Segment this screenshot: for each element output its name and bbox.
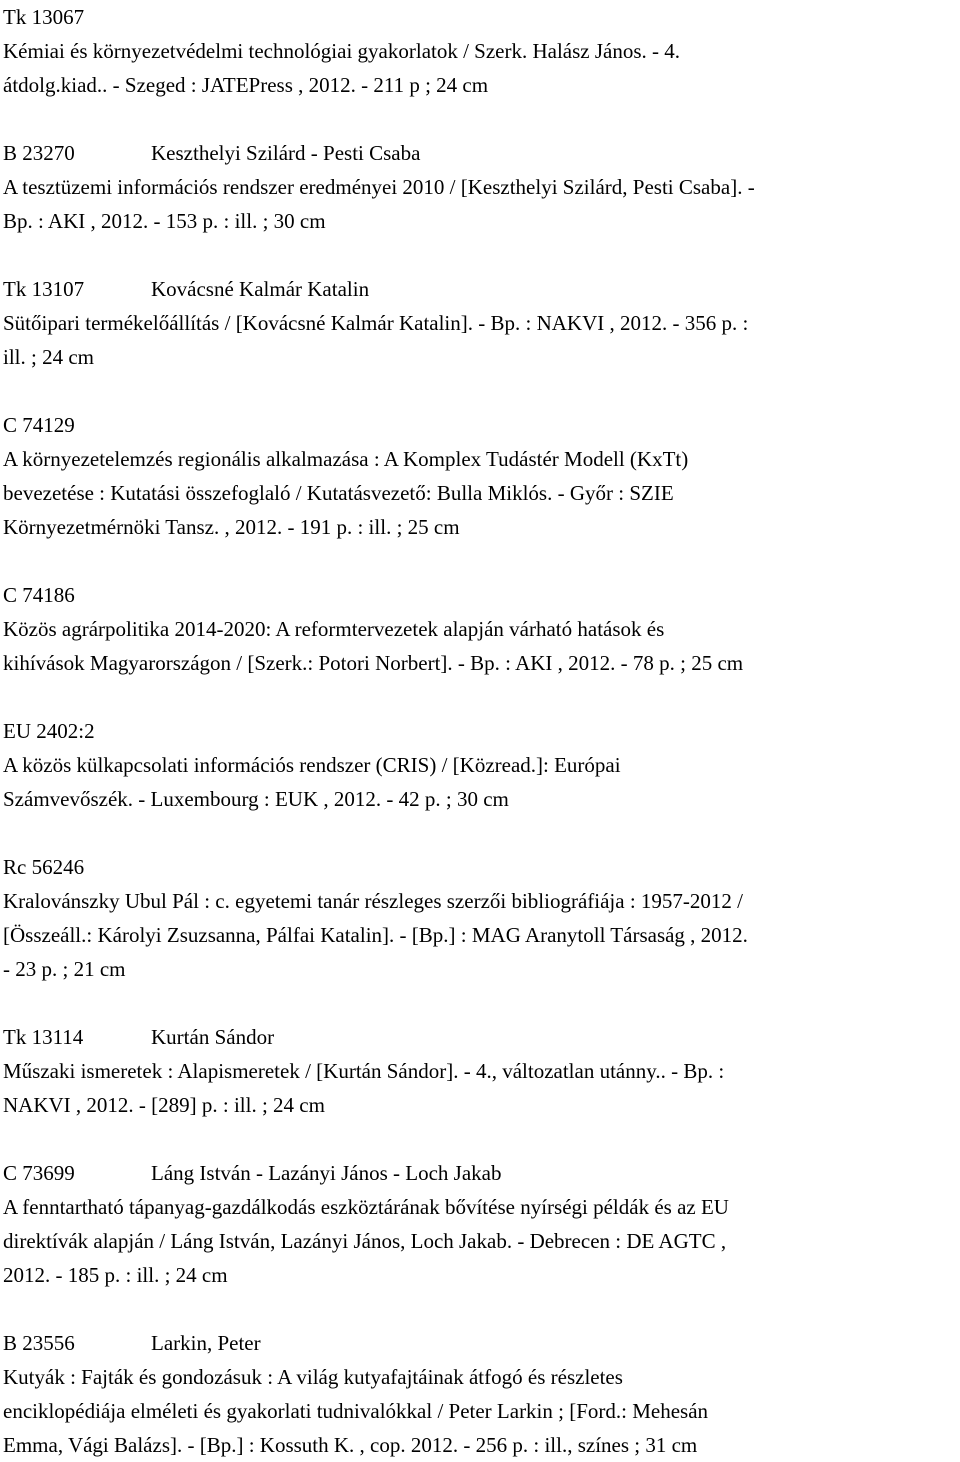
entry-line: ill. ; 24 cm: [3, 345, 94, 369]
shelf-mark: C 73699: [3, 1161, 75, 1185]
entry-line: Számvevőszék. - Luxembourg : EUK , 2012. - 42 p. ; 30 cm: [3, 787, 509, 811]
entry-separator: [3, 238, 953, 272]
entry-line: A környezetelemzés regionális alkalmazása : A Komplex Tudástér Modell (KxTt): [3, 447, 689, 471]
entry-author: Larkin, Peter: [151, 1331, 261, 1355]
entry-separator: [3, 374, 953, 408]
entry-heading: [3, 578, 953, 612]
shelf-mark: C 74129: [3, 413, 75, 437]
entry-separator: [3, 102, 953, 136]
entry-line: A közös külkapcsolati információs rendszer (CRIS) / [Közread.]: Európai: [3, 753, 621, 777]
entry-heading: [3, 408, 953, 442]
shelf-mark: Rc 56246: [3, 855, 85, 879]
entry-line: Műszaki ismeretek : Alapismeretek / [Kurtán Sándor]. - 4., változatlan utánny.. - Bp. :: [3, 1059, 725, 1083]
shelf-mark: Tk 13114: [3, 1025, 84, 1049]
entry-line: Kutyák : Fajták és gondozásuk : A világ kutyafajtáinak átfogó és részletes: [3, 1365, 623, 1389]
bibliography-entry: [3, 408, 953, 578]
shelf-mark: Tk 13107: [3, 277, 85, 301]
entry-separator: [3, 986, 953, 1020]
bibliography-entry: [3, 136, 953, 272]
entry-line: Emma, Vági Balázs]. - [Bp.] : Kossuth K. , cop. 2012. - 256 p. : ill., színes ; 31 cm: [3, 1433, 698, 1457]
entry-line: - 23 p. ; 21 cm: [3, 957, 126, 981]
bibliography-entry: [3, 1020, 953, 1156]
entry-author: Kovácsné Kalmár Katalin: [151, 277, 370, 301]
entry-line: A tesztüzemi információs rendszer eredményei 2010 / [Keszthelyi Szilárd, Pesti Csaba]. -: [3, 175, 755, 199]
entry-heading: [3, 272, 953, 306]
entry-separator: [3, 1122, 953, 1156]
shelf-mark: C 74186: [3, 583, 75, 607]
entry-line: átdolg.kiad.. - Szeged : JATEPress , 2012. - 211 p ; 24 cm: [3, 73, 489, 97]
entry-line: NAKVI , 2012. - [289] p. : ill. ; 24 cm: [3, 1093, 325, 1117]
bibliography-entry: [3, 1156, 953, 1326]
entry-author: Keszthelyi Szilárd - Pesti Csaba: [151, 141, 421, 165]
entry-heading: [3, 714, 953, 748]
entry-heading: [3, 1156, 953, 1190]
entry-heading: [3, 850, 953, 884]
entry-line: enciklopédiája elméleti és gyakorlati tudnivalókkal / Peter Larkin ; [Ford.: Mehesán: [3, 1399, 709, 1423]
entry-line: Kralovánszky Ubul Pál : c. egyetemi tanár részleges szerzői bibliográfiája : 1957-2012 /: [3, 889, 744, 913]
entry-separator: [3, 680, 953, 714]
entry-separator: [3, 544, 953, 578]
entry-line: Közös agrárpolitika 2014-2020: A reformtervezetek alapján várható hatások és: [3, 617, 665, 641]
shelf-mark: B 23556: [3, 1331, 75, 1355]
entry-separator: [3, 816, 953, 850]
entry-line: 2012. - 185 p. : ill. ; 24 cm: [3, 1263, 228, 1287]
entry-heading: [3, 1326, 953, 1360]
bibliography-entry: [3, 578, 953, 714]
entry-separator: [3, 1292, 953, 1326]
entry-line: A fenntartható tápanyag-gazdálkodás eszköztárának bővítése nyírségi példák és az EU: [3, 1195, 729, 1219]
shelf-mark: EU 2402:2: [3, 719, 95, 743]
entry-line: Bp. : AKI , 2012. - 153 p. : ill. ; 30 cm: [3, 209, 326, 233]
entry-heading: [3, 0, 953, 34]
bibliography-entry: [3, 850, 953, 1020]
entry-line: Sütőipari termékelőállítás / [Kovácsné Kalmár Katalin]. - Bp. : NAKVI , 2012. - 356 p. :: [3, 311, 749, 335]
entry-author: Láng István - Lazányi János - Loch Jakab: [151, 1161, 502, 1185]
entry-heading: [3, 136, 953, 170]
entry-line: Környezetmérnöki Tansz. , 2012. - 191 p. : ill. ; 25 cm: [3, 515, 460, 539]
shelf-mark: Tk 13067: [3, 5, 85, 29]
entry-author: Kurtán Sándor: [151, 1025, 275, 1049]
entry-line: Kémiai és környezetvédelmi technológiai gyakorlatok / Szerk. Halász János. - 4.: [3, 39, 681, 63]
bibliography-entry: [3, 714, 953, 850]
entry-heading: [3, 1020, 953, 1054]
entry-line: direktívák alapján / Láng István, Lazányi János, Loch Jakab. - Debrecen : DE AGTC ,: [3, 1229, 727, 1253]
bibliography-entry: [3, 0, 953, 136]
entry-line: kihívások Magyarországon / [Szerk.: Potori Norbert]. - Bp. : AKI , 2012. - 78 p. ; 25 cm: [3, 651, 744, 675]
bibliography-entry: [3, 272, 953, 408]
entry-line: [Összeáll.: Károlyi Zsuzsanna, Pálfai Katalin]. - [Bp.] : MAG Aranytoll Társaság , 2012.: [3, 923, 748, 947]
shelf-mark: B 23270: [3, 141, 75, 165]
bibliography-entry: [3, 1326, 953, 1462]
bibliography-page: [3, 0, 953, 1462]
entry-line: bevezetése : Kutatási összefoglaló / Kutatásvezető: Bulla Miklós. - Győr : SZIE: [3, 481, 674, 505]
